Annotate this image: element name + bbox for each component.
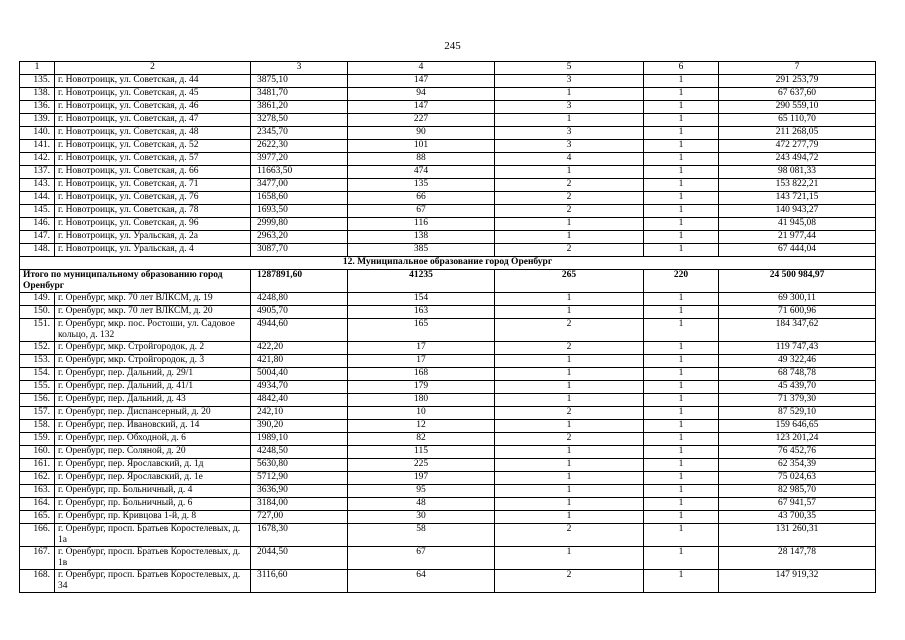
table-row [20, 101, 876, 114]
address-cell: г. Оренбург, мкр. Стройгородок, д. 3 [55, 355, 251, 368]
total-amount: 24 500 984,97 [719, 270, 876, 293]
area-cell: 727,00 [251, 511, 348, 524]
residents-count-cell: 168 [348, 368, 495, 381]
residents-count-cell: 12 [348, 420, 495, 433]
area-cell: 1989,10 [251, 433, 348, 446]
row-number-cell: 138. [20, 88, 55, 101]
address-cell: г. Оренбург, пер. Ярославский, д. 1д [55, 459, 251, 472]
area-cell: 5630,80 [251, 459, 348, 472]
row-number-cell: 142. [20, 153, 55, 166]
residents-count-cell: 82 [348, 433, 495, 446]
col-5-value-cell: 2 [495, 524, 644, 547]
row-number-cell: 136. [20, 101, 55, 114]
column-header: 7 [719, 62, 876, 75]
row-number-cell: 147. [20, 231, 55, 244]
amount-cell: 71 379,30 [719, 394, 876, 407]
address-cell: г. Новотроицк, ул. Советская, д. 52 [55, 140, 251, 153]
col-6-value-cell: 1 [644, 218, 719, 231]
area-cell: 4934,70 [251, 381, 348, 394]
col-5-value-cell: 2 [495, 192, 644, 205]
residents-count-cell: 147 [348, 75, 495, 88]
address-cell: г. Оренбург, пер. Диспансерный, д. 20 [55, 407, 251, 420]
residents-count-cell: 58 [348, 524, 495, 547]
col-6-value-cell: 1 [644, 244, 719, 257]
col-6-value-cell: 1 [644, 511, 719, 524]
row-number-cell: 143. [20, 179, 55, 192]
area-cell: 3477,00 [251, 179, 348, 192]
residents-count-cell: 116 [348, 218, 495, 231]
address-cell: г. Новотроицк, ул. Советская, д. 76 [55, 192, 251, 205]
table-row [20, 75, 876, 88]
table-row [20, 319, 876, 342]
table-row [20, 342, 876, 355]
col-5-value-cell: 1 [495, 306, 644, 319]
col-6-value-cell: 1 [644, 319, 719, 342]
address-cell: г. Оренбург, пр. Кривцова 1-й, д. 8 [55, 511, 251, 524]
row-number-cell: 148. [20, 244, 55, 257]
col-5-value-cell: 1 [495, 218, 644, 231]
residents-count-cell: 135 [348, 179, 495, 192]
total-label: Итого по муниципальному образованию город Оренбург [20, 270, 251, 293]
residents-count-cell: 138 [348, 231, 495, 244]
table-row [20, 420, 876, 433]
address-cell: г. Оренбург, пер. Соляной, д. 20 [55, 446, 251, 459]
residents-count-cell: 179 [348, 381, 495, 394]
address-cell: г. Оренбург, просп. Братьев Коростелевых, д. 34 [55, 570, 251, 593]
amount-cell: 211 268,05 [719, 127, 876, 140]
address-cell: г. Новотроицк, ул. Советская, д. 45 [55, 88, 251, 101]
area-cell: 1693,50 [251, 205, 348, 218]
amount-cell: 243 494,72 [719, 153, 876, 166]
area-cell: 3184,00 [251, 498, 348, 511]
col-6-value-cell: 1 [644, 547, 719, 570]
total-area: 1287891,60 [251, 270, 348, 293]
area-cell: 4248,50 [251, 446, 348, 459]
row-number-cell: 154. [20, 368, 55, 381]
col-5-value-cell: 1 [495, 166, 644, 179]
amount-cell: 71 600,96 [719, 306, 876, 319]
row-number-cell: 156. [20, 394, 55, 407]
row-number-cell: 155. [20, 381, 55, 394]
col-6-value-cell: 1 [644, 342, 719, 355]
table-row [20, 498, 876, 511]
area-cell: 4842,40 [251, 394, 348, 407]
address-cell: г. Оренбург, пр. Больничный, д. 4 [55, 485, 251, 498]
address-cell: г. Оренбург, пер. Дальний, д. 29/1 [55, 368, 251, 381]
residents-count-cell: 66 [348, 192, 495, 205]
amount-cell: 49 322,46 [719, 355, 876, 368]
col-6-value-cell: 1 [644, 153, 719, 166]
total-residents: 41235 [348, 270, 495, 293]
area-cell: 2622,30 [251, 140, 348, 153]
address-cell: г. Новотроицк, ул. Советская, д. 46 [55, 101, 251, 114]
address-cell: г. Оренбург, пр. Больничный, д. 6 [55, 498, 251, 511]
row-number-cell: 164. [20, 498, 55, 511]
area-cell: 3481,70 [251, 88, 348, 101]
residents-count-cell: 90 [348, 127, 495, 140]
col-5-value-cell: 3 [495, 140, 644, 153]
col-6-value-cell: 1 [644, 485, 719, 498]
row-number-cell: 163. [20, 485, 55, 498]
table-row [20, 205, 876, 218]
area-cell: 2044,50 [251, 547, 348, 570]
col-6-value-cell: 1 [644, 306, 719, 319]
address-cell: г. Оренбург, пер. Ярославский, д. 1е [55, 472, 251, 485]
residents-count-cell: 154 [348, 293, 495, 306]
column-header: 4 [348, 62, 495, 75]
table-row [20, 192, 876, 205]
row-number-cell: 168. [20, 570, 55, 593]
table-row [20, 570, 876, 593]
col-6-value-cell: 1 [644, 459, 719, 472]
col-5-value-cell: 1 [495, 293, 644, 306]
row-number-cell: 140. [20, 127, 55, 140]
area-cell: 3087,70 [251, 244, 348, 257]
col-5-value-cell: 1 [495, 420, 644, 433]
column-header: 5 [495, 62, 644, 75]
row-number-cell: 139. [20, 114, 55, 127]
row-number-cell: 165. [20, 511, 55, 524]
residents-count-cell: 197 [348, 472, 495, 485]
amount-cell: 65 110,70 [719, 114, 876, 127]
table-row [20, 179, 876, 192]
area-cell: 3977,20 [251, 153, 348, 166]
address-cell: г. Оренбург, пер. Дальний, д. 43 [55, 394, 251, 407]
address-cell: г. Оренбург, мкр. 70 лет ВЛКСМ, д. 19 [55, 293, 251, 306]
residents-count-cell: 474 [348, 166, 495, 179]
row-number-cell: 167. [20, 547, 55, 570]
residents-count-cell: 165 [348, 319, 495, 342]
row-number-cell: 152. [20, 342, 55, 355]
amount-cell: 67 444,04 [719, 244, 876, 257]
residents-count-cell: 17 [348, 342, 495, 355]
row-number-cell: 162. [20, 472, 55, 485]
col-6-value-cell: 1 [644, 407, 719, 420]
area-cell: 4905,70 [251, 306, 348, 319]
area-cell: 242,10 [251, 407, 348, 420]
amount-cell: 68 748,78 [719, 368, 876, 381]
area-cell: 5004,40 [251, 368, 348, 381]
address-cell: г. Оренбург, пер. Обходной, д. 6 [55, 433, 251, 446]
row-number-cell: 146. [20, 218, 55, 231]
address-cell: г. Оренбург, просп. Братьев Коростелевых, д. 1в [55, 547, 251, 570]
address-cell: г. Новотроицк, ул. Советская, д. 71 [55, 179, 251, 192]
address-cell: г. Новотроицк, ул. Советская, д. 96 [55, 218, 251, 231]
col-5-value-cell: 1 [495, 368, 644, 381]
col-6-value-cell: 1 [644, 524, 719, 547]
row-number-cell: 150. [20, 306, 55, 319]
area-cell: 3116,60 [251, 570, 348, 593]
total-row [20, 270, 876, 293]
amount-cell: 131 260,31 [719, 524, 876, 547]
table-row [20, 140, 876, 153]
col-6-value-cell: 1 [644, 192, 719, 205]
amount-cell: 184 347,62 [719, 319, 876, 342]
column-header: 1 [20, 62, 55, 75]
table-row [20, 153, 876, 166]
row-number-cell: 166. [20, 524, 55, 547]
col-6-value-cell: 1 [644, 498, 719, 511]
table-row [20, 88, 876, 101]
col-6-value-cell: 1 [644, 114, 719, 127]
amount-cell: 290 559,10 [719, 101, 876, 114]
table-body [20, 62, 876, 593]
col-6-value-cell: 1 [644, 231, 719, 244]
area-cell: 3636,90 [251, 485, 348, 498]
address-cell: г. Оренбург, пер. Ивановский, д. 14 [55, 420, 251, 433]
table-row [20, 394, 876, 407]
residents-count-cell: 17 [348, 355, 495, 368]
table-row [20, 381, 876, 394]
amount-cell: 143 721,15 [719, 192, 876, 205]
col-5-value-cell: 1 [495, 459, 644, 472]
residents-count-cell: 101 [348, 140, 495, 153]
col-6-value-cell: 1 [644, 355, 719, 368]
registry-table [19, 61, 876, 593]
col-5-value-cell: 2 [495, 244, 644, 257]
amount-cell: 43 700,35 [719, 511, 876, 524]
table-row [20, 355, 876, 368]
column-number-row [20, 62, 876, 75]
area-cell: 11663,50 [251, 166, 348, 179]
amount-cell: 153 822,21 [719, 179, 876, 192]
area-cell: 2963,20 [251, 231, 348, 244]
amount-cell: 28 147,78 [719, 547, 876, 570]
residents-count-cell: 48 [348, 498, 495, 511]
col-6-value-cell: 1 [644, 205, 719, 218]
amount-cell: 75 024,63 [719, 472, 876, 485]
col-5-value-cell: 1 [495, 394, 644, 407]
residents-count-cell: 225 [348, 459, 495, 472]
col-5-value-cell: 1 [495, 114, 644, 127]
amount-cell: 119 747,43 [719, 342, 876, 355]
column-header: 2 [55, 62, 251, 75]
row-number-cell: 159. [20, 433, 55, 446]
col-5-value-cell: 1 [495, 355, 644, 368]
residents-count-cell: 88 [348, 153, 495, 166]
amount-cell: 291 253,79 [719, 75, 876, 88]
col-5-value-cell: 1 [495, 88, 644, 101]
area-cell: 5712,90 [251, 472, 348, 485]
row-number-cell: 149. [20, 293, 55, 306]
col-5-value-cell: 1 [495, 381, 644, 394]
table-row [20, 407, 876, 420]
area-cell: 421,80 [251, 355, 348, 368]
area-cell: 4248,80 [251, 293, 348, 306]
address-cell: г. Новотроицк, ул. Советская, д. 47 [55, 114, 251, 127]
col-6-value-cell: 1 [644, 293, 719, 306]
address-cell: г. Новотроицк, ул. Уральская, д. 4 [55, 244, 251, 257]
area-cell: 3278,50 [251, 114, 348, 127]
amount-cell: 67 941,57 [719, 498, 876, 511]
col-6-value-cell: 1 [644, 381, 719, 394]
row-number-cell: 137. [20, 166, 55, 179]
residents-count-cell: 147 [348, 101, 495, 114]
table-row [20, 472, 876, 485]
area-cell: 422,20 [251, 342, 348, 355]
row-number-cell: 141. [20, 140, 55, 153]
row-number-cell: 161. [20, 459, 55, 472]
amount-cell: 147 919,32 [719, 570, 876, 593]
total-col-5: 265 [495, 270, 644, 293]
area-cell: 390,20 [251, 420, 348, 433]
address-cell: г. Оренбург, мкр. 70 лет ВЛКСМ, д. 20 [55, 306, 251, 319]
table-row [20, 485, 876, 498]
col-6-value-cell: 1 [644, 127, 719, 140]
address-cell: г. Оренбург, пер. Дальний, д. 41/1 [55, 381, 251, 394]
area-cell: 2999,80 [251, 218, 348, 231]
table-row [20, 293, 876, 306]
area-cell: 1658,60 [251, 192, 348, 205]
row-number-cell: 160. [20, 446, 55, 459]
address-cell: г. Новотроицк, ул. Советская, д. 48 [55, 127, 251, 140]
table-row [20, 244, 876, 257]
table-row [20, 306, 876, 319]
col-5-value-cell: 3 [495, 101, 644, 114]
col-6-value-cell: 1 [644, 75, 719, 88]
residents-count-cell: 227 [348, 114, 495, 127]
amount-cell: 76 452,76 [719, 446, 876, 459]
col-5-value-cell: 2 [495, 570, 644, 593]
table-row [20, 218, 876, 231]
col-5-value-cell: 1 [495, 498, 644, 511]
residents-count-cell: 95 [348, 485, 495, 498]
col-5-value-cell: 1 [495, 446, 644, 459]
col-6-value-cell: 1 [644, 101, 719, 114]
residents-count-cell: 10 [348, 407, 495, 420]
residents-count-cell: 94 [348, 88, 495, 101]
table-row [20, 524, 876, 547]
table-row [20, 433, 876, 446]
col-5-value-cell: 2 [495, 319, 644, 342]
amount-cell: 45 439,70 [719, 381, 876, 394]
residents-count-cell: 67 [348, 547, 495, 570]
address-cell: г. Оренбург, просп. Братьев Коростелевых, д. 1а [55, 524, 251, 547]
col-6-value-cell: 1 [644, 394, 719, 407]
residents-count-cell: 163 [348, 306, 495, 319]
col-5-value-cell: 2 [495, 205, 644, 218]
col-6-value-cell: 1 [644, 368, 719, 381]
residents-count-cell: 67 [348, 205, 495, 218]
row-number-cell: 153. [20, 355, 55, 368]
col-5-value-cell: 1 [495, 231, 644, 244]
address-cell: г. Новотроицк, ул. Уральская, д. 2а [55, 231, 251, 244]
amount-cell: 472 277,79 [719, 140, 876, 153]
residents-count-cell: 115 [348, 446, 495, 459]
amount-cell: 140 943,27 [719, 205, 876, 218]
col-6-value-cell: 1 [644, 140, 719, 153]
address-cell: г. Оренбург, мкр. пос. Ростоши, ул. Садовое кольцо, д. 132 [55, 319, 251, 342]
row-number-cell: 158. [20, 420, 55, 433]
section-title: 12. Муниципальное образование город Оренбург [20, 257, 876, 270]
amount-cell: 82 985,70 [719, 485, 876, 498]
col-5-value-cell: 3 [495, 75, 644, 88]
table-row [20, 547, 876, 570]
address-cell: г. Новотроицк, ул. Советская, д. 57 [55, 153, 251, 166]
col-6-value-cell: 1 [644, 88, 719, 101]
amount-cell: 123 201,24 [719, 433, 876, 446]
address-cell: г. Оренбург, мкр. Стройгородок, д. 2 [55, 342, 251, 355]
col-5-value-cell: 1 [495, 485, 644, 498]
row-number-cell: 135. [20, 75, 55, 88]
residents-count-cell: 180 [348, 394, 495, 407]
row-number-cell: 157. [20, 407, 55, 420]
col-5-value-cell: 1 [495, 547, 644, 570]
area-cell: 1678,30 [251, 524, 348, 547]
table-row [20, 114, 876, 127]
table-row [20, 368, 876, 381]
col-5-value-cell: 2 [495, 179, 644, 192]
col-6-value-cell: 1 [644, 166, 719, 179]
table-row [20, 127, 876, 140]
total-col-6: 220 [644, 270, 719, 293]
amount-cell: 21 977,44 [719, 231, 876, 244]
col-5-value-cell: 3 [495, 127, 644, 140]
row-number-cell: 151. [20, 319, 55, 342]
col-6-value-cell: 1 [644, 472, 719, 485]
table-row [20, 231, 876, 244]
col-6-value-cell: 1 [644, 433, 719, 446]
amount-cell: 98 081,33 [719, 166, 876, 179]
col-5-value-cell: 2 [495, 342, 644, 355]
row-number-cell: 144. [20, 192, 55, 205]
row-number-cell: 145. [20, 205, 55, 218]
residents-count-cell: 30 [348, 511, 495, 524]
address-cell: г. Новотроицк, ул. Советская, д. 78 [55, 205, 251, 218]
col-6-value-cell: 1 [644, 420, 719, 433]
col-5-value-cell: 1 [495, 472, 644, 485]
section-title-row [20, 257, 876, 270]
amount-cell: 62 354,39 [719, 459, 876, 472]
amount-cell: 41 945,08 [719, 218, 876, 231]
amount-cell: 159 646,65 [719, 420, 876, 433]
residents-count-cell: 64 [348, 570, 495, 593]
table-row [20, 446, 876, 459]
table-row [20, 166, 876, 179]
col-6-value-cell: 1 [644, 570, 719, 593]
area-cell: 2345,70 [251, 127, 348, 140]
table-row [20, 459, 876, 472]
col-5-value-cell: 1 [495, 511, 644, 524]
col-5-value-cell: 2 [495, 407, 644, 420]
area-cell: 3861,20 [251, 101, 348, 114]
address-cell: г. Новотроицк, ул. Советская, д. 66 [55, 166, 251, 179]
col-6-value-cell: 1 [644, 179, 719, 192]
col-5-value-cell: 2 [495, 433, 644, 446]
residents-count-cell: 385 [348, 244, 495, 257]
amount-cell: 87 529,10 [719, 407, 876, 420]
amount-cell: 69 300,11 [719, 293, 876, 306]
page-number: 245 [444, 40, 461, 52]
column-header: 6 [644, 62, 719, 75]
address-cell: г. Новотроицк, ул. Советская, д. 44 [55, 75, 251, 88]
table-row [20, 511, 876, 524]
area-cell: 3875,10 [251, 75, 348, 88]
column-header: 3 [251, 62, 348, 75]
col-5-value-cell: 4 [495, 153, 644, 166]
amount-cell: 67 637,60 [719, 88, 876, 101]
area-cell: 4944,60 [251, 319, 348, 342]
col-6-value-cell: 1 [644, 446, 719, 459]
